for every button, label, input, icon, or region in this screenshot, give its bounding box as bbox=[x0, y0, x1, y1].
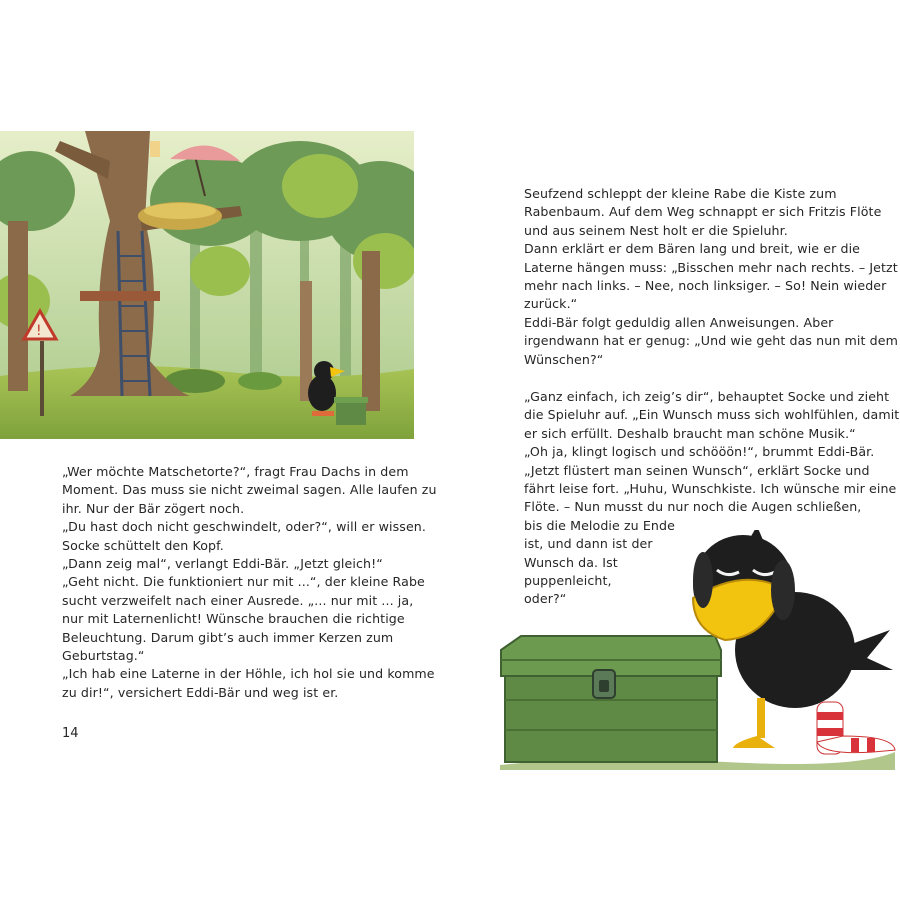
text-line: „Ich hab eine Laterne in der Höhle, ich hol sie und komme bbox=[62, 666, 435, 682]
page-number: 14 bbox=[62, 726, 79, 741]
text-line: zu dir!“, versichert Eddi-Bär und weg ist er. bbox=[62, 684, 339, 700]
text-line: sucht verzweifelt nach einer Ausrede. „... nur mit ... ja, bbox=[62, 592, 414, 608]
text-line: Geburtstag.“ bbox=[62, 647, 145, 663]
text-line: fährt leise fort. „Huhu, Wunschkiste. Ich wünsche mir eine bbox=[524, 480, 897, 496]
text-line: und aus seinem Nest holt er die Spieluhr. bbox=[524, 222, 788, 238]
text-line: „Oh ja, klingt logisch und schööön!“, brummt Eddi-Bär. bbox=[524, 444, 875, 460]
striped-sock bbox=[817, 702, 895, 754]
text-line: die Spieluhr auf. „Ein Wunsch muss sich wohlfühlen, damit bbox=[524, 407, 900, 423]
text-line: Wünschen?“ bbox=[524, 351, 604, 367]
text-line: Rabenbaum. Auf dem Weg schnappt er sich Fritzis Flöte bbox=[524, 204, 882, 220]
svg-text:!: ! bbox=[36, 323, 42, 339]
text-line: Socke schüttelt den Kopf. bbox=[62, 537, 224, 553]
raven-chest-svg bbox=[495, 530, 900, 770]
text-line: „Du hast doch nicht geschwindelt, oder?“, will er wissen. bbox=[62, 519, 426, 535]
text-line: Dann erklärt er dem Bären lang und breit, wie er die bbox=[524, 241, 861, 257]
text-line: zurück.“ bbox=[524, 296, 578, 312]
text-line: Laterne hängen muss: „Bisschen mehr nach rechts. – Jetzt bbox=[524, 259, 898, 275]
text-line: „Ganz einfach, ich zeig’s dir“, behauptet Socke und zieht bbox=[524, 389, 890, 404]
text-line: „Jetzt flüstert man seinen Wunsch“, erklärt Socke und bbox=[524, 462, 870, 478]
text-line: Wunsch da. Ist bbox=[524, 554, 618, 570]
text-line: Moment. Das muss sie nicht zweimal sagen. Alle laufen zu bbox=[62, 482, 437, 498]
text-line: Flöte. – Nun musst du nur noch die Augen schließen, bbox=[524, 499, 862, 515]
text-line: nur mit Laternenlicht! Wünsche brauchen die richtige bbox=[62, 611, 405, 627]
text-line: ihr. Nur der Bär zögert noch. bbox=[62, 500, 245, 516]
text-line: oder?“ bbox=[524, 591, 567, 607]
forest-treehouse-illustration bbox=[0, 131, 414, 439]
right-page-paragraph-1 bbox=[524, 185, 898, 369]
text-line: „Geht nicht. Die funktioniert nur mit ...“, der kleine Rabe bbox=[62, 574, 425, 590]
text-line: puppenleicht, bbox=[524, 572, 612, 588]
text-line: Eddi-Bär folgt geduldig allen Anweisungen. Aber bbox=[524, 314, 834, 330]
raven-and-wish-chest-illustration bbox=[495, 530, 900, 770]
text-line: „Wer möchte Matschetorte?“, fragt Frau Dachs in dem bbox=[62, 464, 409, 479]
text-line: er sich erfüllt. Deshalb braucht man schöne Musik.“ bbox=[524, 425, 856, 441]
forest-scene-svg bbox=[0, 131, 414, 439]
text-line: Seufzend schleppt der kleine Rabe die Kiste zum bbox=[524, 186, 837, 201]
wish-chest bbox=[501, 636, 721, 762]
text-line: Beleuchtung. Darum gibt’s auch immer Kerzen zum bbox=[62, 629, 394, 645]
text-line: bis die Melodie zu Ende bbox=[524, 517, 675, 533]
left-page-paragraph bbox=[62, 463, 437, 702]
text-line: mehr nach links. – Nee, noch linksiger. – So! Nein wieder bbox=[524, 277, 887, 293]
text-line: „Dann zeig mal“, verlangt Eddi-Bär. „Jetzt gleich!“ bbox=[62, 555, 383, 571]
text-line: ist, und dann ist der bbox=[524, 536, 653, 552]
text-line: irgendwann hat er genug: „Und wie geht das nun mit dem bbox=[524, 333, 898, 349]
raven-character bbox=[693, 530, 895, 754]
